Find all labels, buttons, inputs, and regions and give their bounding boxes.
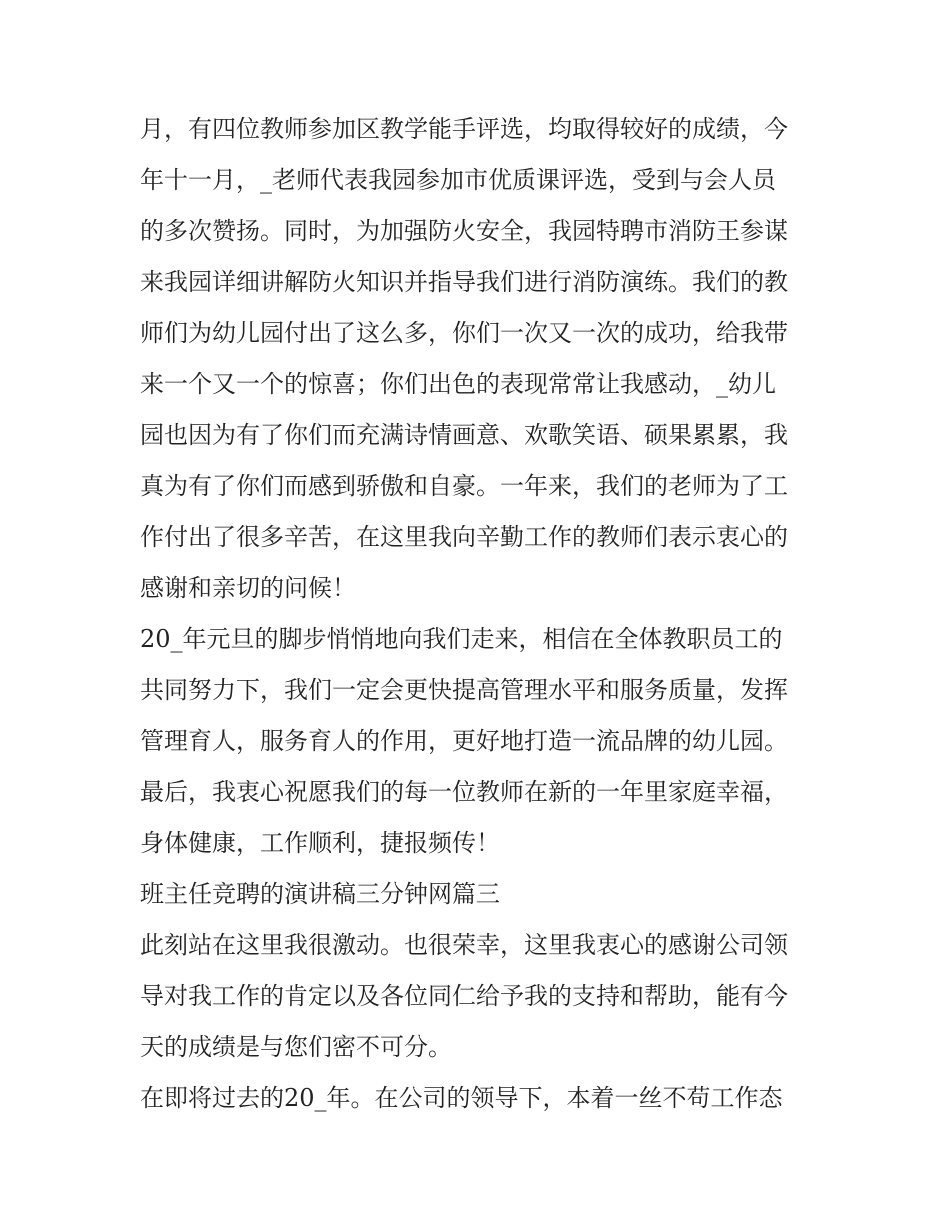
text-line: 20_年元旦的脚步悄悄地向我们走来，相信在全体教职员工的 bbox=[140, 625, 783, 653]
text-line: 感谢和亲切的问候！ bbox=[140, 574, 356, 602]
text-line: 最后，我衷心祝愿我们的每一位教师在新的一年里家庭幸福， bbox=[140, 778, 788, 806]
text-line: 年十一月，_老师代表我园参加市优质课评选，受到与会人员 bbox=[140, 166, 776, 194]
text-line: 的多次赞扬。同时，为加强防火安全，我园特聘市消防王参谋 bbox=[140, 217, 788, 245]
text-line: 月，有四位教师参加区教学能手评选，均取得较好的成绩，今 bbox=[140, 115, 788, 143]
text-line: 此刻站在这里我很激动。也很荣幸，这里我衷心的感谢公司领 bbox=[140, 931, 788, 959]
text-line: 真为有了你们而感到骄傲和自豪。一年来，我们的老师为了工 bbox=[140, 472, 788, 500]
text-line: 天的成绩是与您们密不可分。 bbox=[140, 1033, 452, 1061]
text-line: 作付出了很多辛苦，在这里我向辛勤工作的教师们表示衷心的 bbox=[140, 523, 788, 551]
text-line: 身体健康，工作顺利，捷报频传！ bbox=[140, 829, 500, 857]
text-line: 管理育人，服务育人的作用，更好地打造一流品牌的幼儿园。 bbox=[140, 727, 788, 755]
document-body bbox=[140, 104, 812, 1124]
text-line: 师们为幼儿园付出了这么多，你们一次又一次的成功，给我带 bbox=[140, 319, 788, 347]
text-line: 在即将过去的20_年。在公司的领导下，本着一丝不苟工作态 bbox=[140, 1084, 783, 1112]
text-line: 来我园详细讲解防火知识并指导我们进行消防演练。我们的教 bbox=[140, 268, 788, 296]
text-line: 共同努力下，我们一定会更快提高管理水平和服务质量，发挥 bbox=[140, 676, 788, 704]
text-line: 来一个又一个的惊喜；你们出色的表现常常让我感动，_幼儿 bbox=[140, 370, 776, 398]
section-heading: 班主任竞聘的演讲稿三分钟网篇三 bbox=[140, 880, 500, 908]
text-line: 园也因为有了你们而充满诗情画意、欢歌笑语、硕果累累，我 bbox=[140, 421, 788, 449]
text-line: 导对我工作的肯定以及各位同仁给予我的支持和帮助，能有今 bbox=[140, 982, 788, 1010]
